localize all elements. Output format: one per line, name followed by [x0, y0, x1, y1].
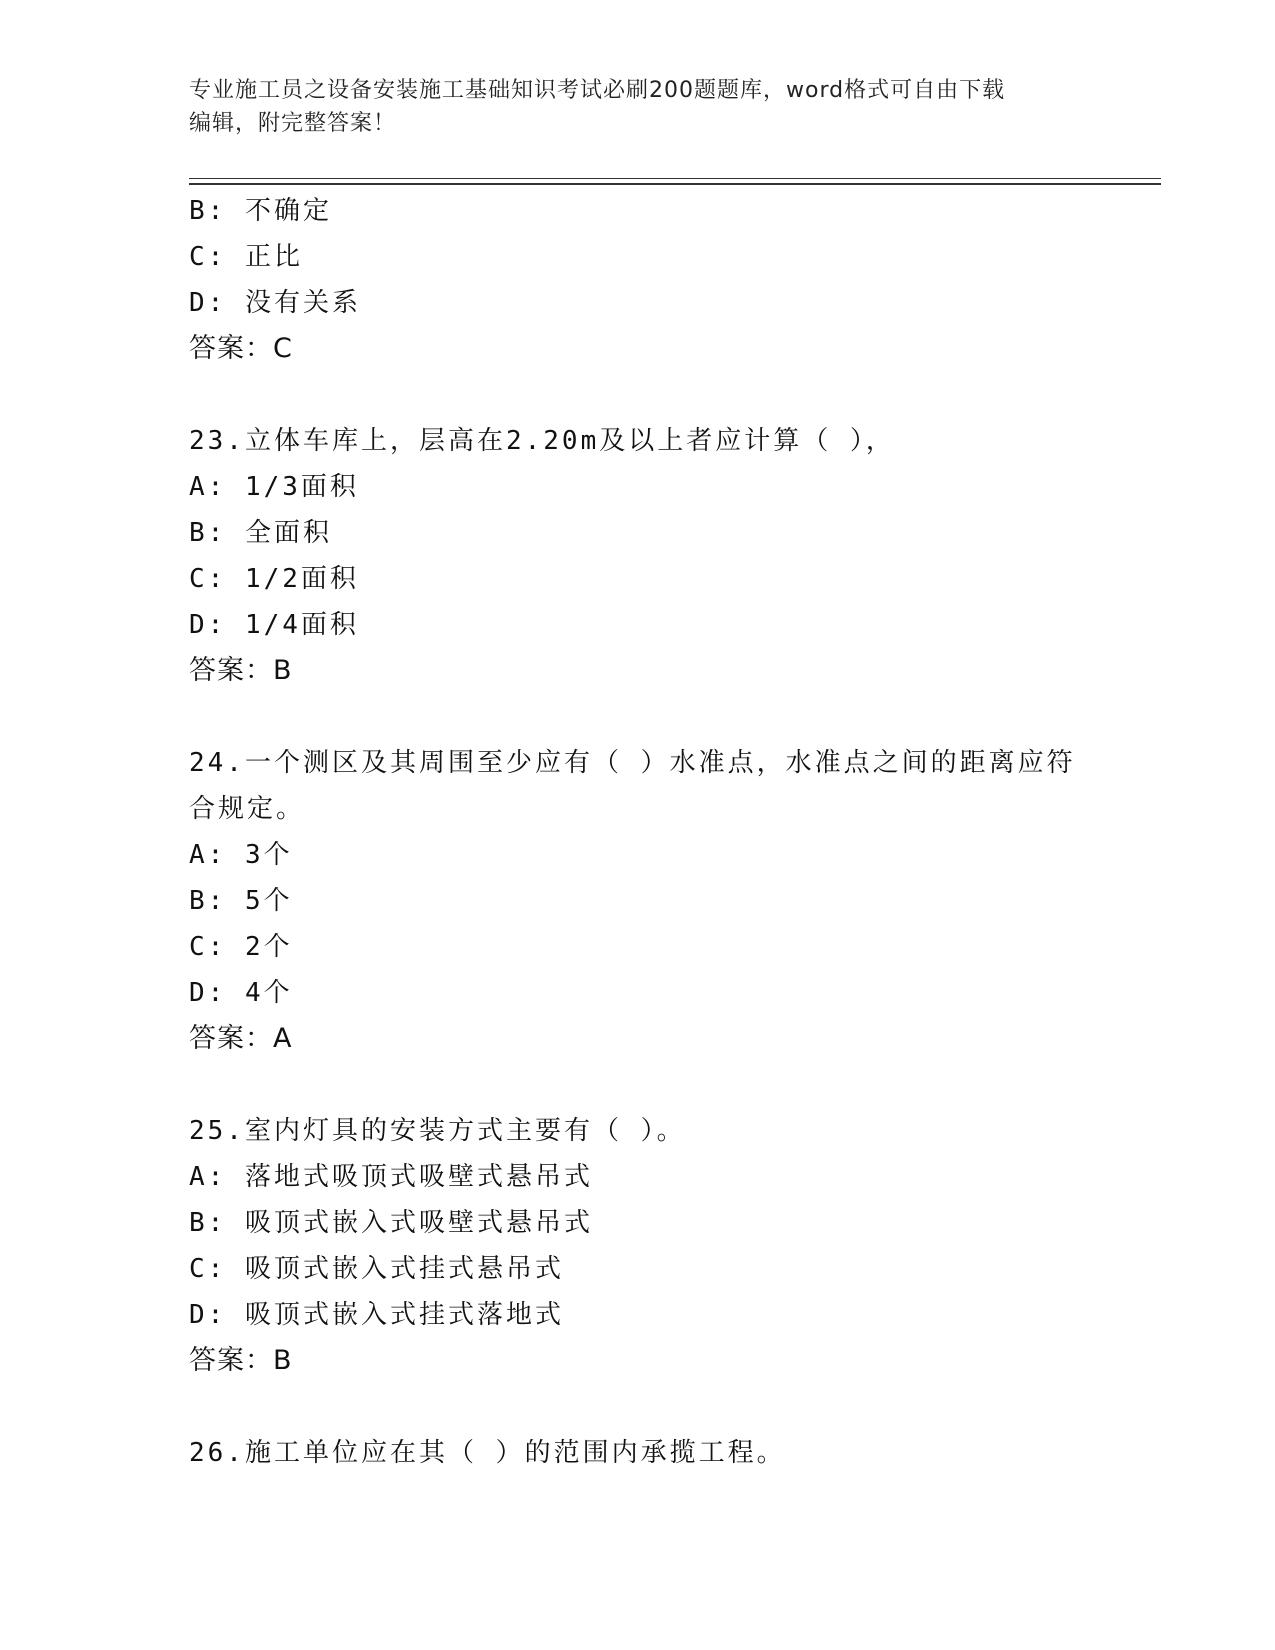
spacer — [189, 1384, 1089, 1430]
question-22-continued — [189, 188, 1089, 372]
question-25 — [189, 1108, 1089, 1384]
option-c: C: 1/2面积 — [189, 564, 359, 594]
option-c: C: 2个 — [189, 932, 293, 962]
answer-label: 答案：A — [189, 1023, 293, 1054]
document-header — [189, 74, 1089, 140]
answer-label: 答案：B — [189, 655, 293, 686]
spacer — [189, 1062, 1089, 1108]
question-24 — [189, 740, 1089, 1062]
question-text: 25.室内灯具的安装方式主要有（ ）。 — [189, 1116, 686, 1146]
option-d: D: 4个 — [189, 978, 293, 1008]
answer-label: 答案：B — [189, 1345, 293, 1376]
header-title-line-1: 专业施工员之设备安装施工基础知识考试必刷200题题库，word格式可自由下载 — [189, 78, 1006, 103]
header-rule-thin — [189, 178, 1161, 179]
option-a: A: 3个 — [189, 840, 293, 870]
question-text: 23.立体车库上，层高在2.20m及以上者应计算（ ）， — [189, 426, 895, 456]
question-text-line-1: 24.一个测区及其周围至少应有（ ）水准点，水准点之间的距离应符 — [189, 748, 1076, 778]
option-a: A: 1/3面积 — [189, 472, 359, 502]
question-23 — [189, 418, 1089, 694]
option-c: C: 吸顶式嵌入式挂式悬吊式 — [189, 1254, 564, 1284]
header-rule-thick — [189, 183, 1161, 185]
header-title-line-2: 编辑，附完整答案！ — [189, 111, 397, 136]
option-a: A: 落地式吸顶式吸壁式悬吊式 — [189, 1162, 593, 1192]
spacer — [189, 694, 1089, 740]
answer-label: 答案：C — [189, 333, 293, 364]
question-26 — [189, 1430, 1089, 1476]
spacer — [189, 372, 1089, 418]
option-b: B: 吸顶式嵌入式吸壁式悬吊式 — [189, 1208, 593, 1238]
option-b: B: 全面积 — [189, 518, 332, 548]
option-b: B: 5个 — [189, 886, 293, 916]
question-text-line-2: 合规定。 — [189, 794, 306, 824]
option-d: D: 吸顶式嵌入式挂式落地式 — [189, 1300, 564, 1330]
option-b: B: 不确定 — [189, 196, 332, 226]
question-list — [189, 188, 1089, 1476]
option-c: C: 正比 — [189, 242, 303, 272]
option-d: D: 1/4面积 — [189, 610, 359, 640]
question-text: 26.施工单位应在其（ ）的范围内承揽工程。 — [189, 1438, 786, 1468]
option-d: D: 没有关系 — [189, 288, 361, 318]
